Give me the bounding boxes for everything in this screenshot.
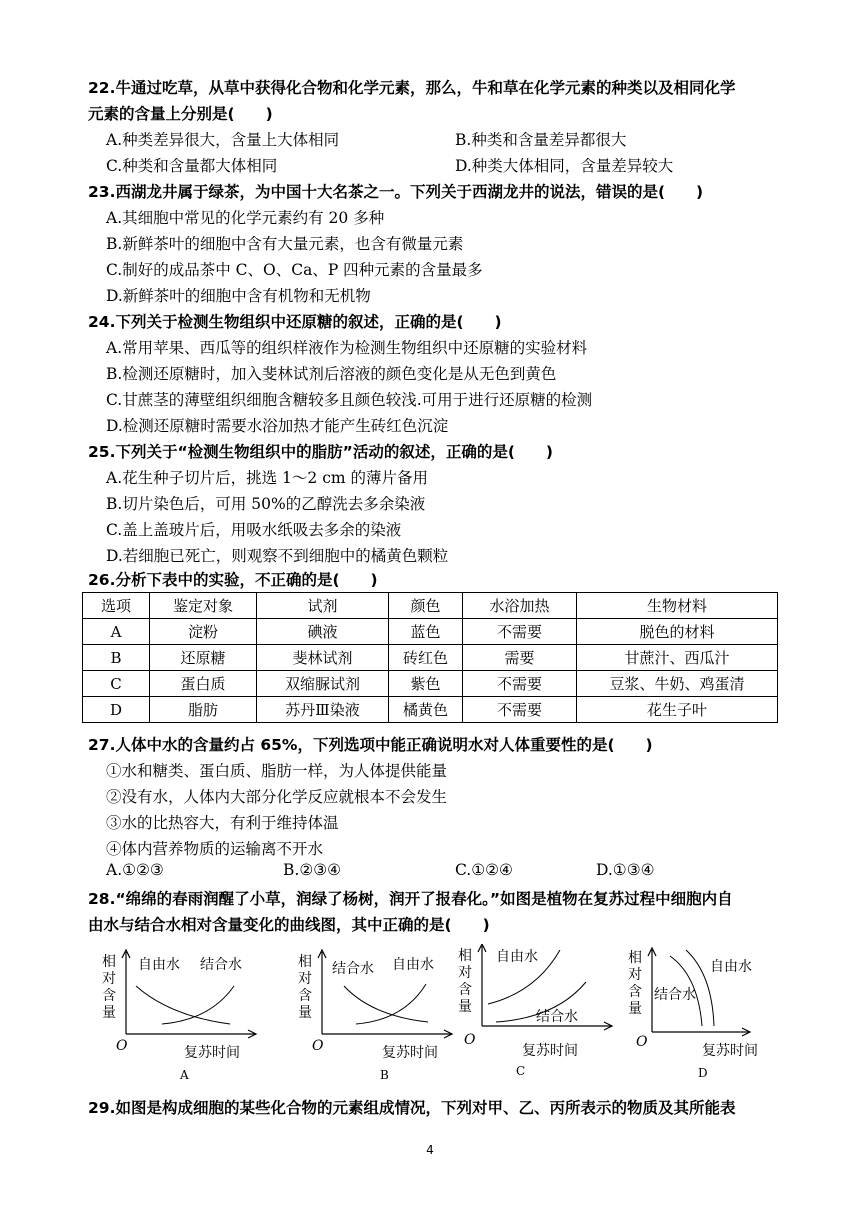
table-cell: 不需要 (463, 671, 577, 697)
graph-c-bound-water-label: 结合水 (536, 1009, 578, 1025)
graph-d-ylabel: 相对含量 (628, 950, 642, 1017)
graph-c-free-water-label: 自由水 (496, 949, 538, 965)
table-header: 鉴定对象 (150, 593, 257, 619)
table-cell: A (83, 619, 150, 645)
q22-stem-line1: 22.牛通过吃草，从草中获得化合物和化学元素，那么，牛和草在化学元素的种类以及相同化学 (88, 79, 736, 97)
table-header-row (83, 593, 778, 619)
q24-option-d: D.检测还原糖时需要水浴加热才能产生砖红色沉淀 (106, 417, 449, 435)
graph-a-bound-water-label: 结合水 (200, 957, 242, 973)
table-cell: 斐林试剂 (257, 645, 389, 671)
q22-stem-line2: 元素的含量上分别是( ) (88, 105, 273, 123)
graph-a-caption: A (180, 1068, 189, 1082)
graph-d-xlabel: 复苏时间 (702, 1043, 758, 1059)
graph-c-ylabel: 相对含量 (458, 948, 472, 1015)
table-row (83, 619, 778, 645)
q25-option-a: A.花生种子切片后，挑选 1～2 cm 的薄片备用 (106, 469, 429, 487)
table-cell: 苏丹Ⅲ染液 (257, 697, 389, 723)
q22-option-d: D.种类大体相同，含量差异较大 (455, 157, 674, 175)
q27-statement-4: ④体内营养物质的运输离不开水 (106, 840, 324, 858)
q27-statement-2: ②没有水，人体内大部分化学反应就根本不会发生 (106, 788, 448, 806)
table-row (83, 697, 778, 723)
table-cell: 不需要 (463, 697, 577, 723)
graph-d-free-water-label: 自由水 (710, 959, 752, 975)
page-number: 4 (426, 1143, 434, 1157)
q27-statement-3: ③水的比热容大，有利于维持体温 (106, 814, 339, 832)
table-cell: C (83, 671, 150, 697)
graph-a-origin: O (116, 1038, 128, 1054)
q27-option-b: B.②③④ (283, 861, 342, 879)
table-cell: 蛋白质 (150, 671, 257, 697)
graph-d-bound-water-label: 结合水 (654, 987, 696, 1003)
table-header: 选项 (83, 593, 150, 619)
table-cell: B (83, 645, 150, 671)
table-header: 水浴加热 (463, 593, 577, 619)
q25-stem: 25.下列关于“检测生物组织中的脂肪”活动的叙述，正确的是( ) (88, 443, 554, 461)
graph-d (626, 944, 786, 1084)
graph-c-xlabel: 复苏时间 (522, 1043, 578, 1059)
graph-b-bound-water-label: 结合水 (332, 961, 374, 977)
q28-stem-line1: 28.“绵绵的春雨润醒了小草，润绿了杨树，润开了报春化。”如图是植物在复苏过程中细胞内自 (88, 890, 733, 908)
graph-d-caption: D (698, 1066, 708, 1080)
graph-b (296, 944, 456, 1084)
q26-stem: 26.分析下表中的实验，不正确的是( ) (88, 571, 378, 589)
q22-option-b: B.种类和含量差异都很大 (455, 131, 627, 149)
table-row (83, 671, 778, 697)
graph-a-xlabel: 复苏时间 (184, 1045, 240, 1061)
table-cell: 豆浆、牛奶、鸡蛋清 (577, 671, 778, 697)
q23-option-a: A.其细胞中常见的化学元素约有 20 多种 (106, 209, 385, 227)
graph-a (100, 944, 260, 1084)
table-cell: 蓝色 (389, 619, 463, 645)
graph-c-origin: O (464, 1032, 476, 1048)
q23-option-d: D.新鲜茶叶的细胞中含有机物和无机物 (106, 287, 371, 305)
table-header: 颜色 (389, 593, 463, 619)
graph-b-xlabel: 复苏时间 (382, 1045, 438, 1061)
table-cell: 橘黄色 (389, 697, 463, 723)
table-header: 试剂 (257, 593, 389, 619)
q24-option-a: A.常用苹果、西瓜等的组织样液作为检测生物组织中还原糖的实验材料 (106, 339, 588, 357)
q27-option-a: A.①②③ (106, 861, 164, 879)
q22-option-a: A.种类差异很大，含量上大体相同 (106, 131, 340, 149)
q28-stem-line2: 由水与结合水相对含量变化的曲线图，其中正确的是( ) (88, 916, 490, 934)
q29-stem: 29.如图是构成细胞的某些化合物的元素组成情况，下列对甲、乙、丙所表示的物质及其所能表 (88, 1099, 736, 1117)
table-cell: 双缩脲试剂 (257, 671, 389, 697)
q25-option-d: D.若细胞已死亡，则观察不到细胞中的橘黄色颗粒 (106, 547, 449, 565)
graph-a-free-water-label: 自由水 (138, 957, 180, 973)
q27-option-c: C.①②④ (455, 861, 513, 879)
graph-b-caption: B (380, 1068, 389, 1082)
table-header: 生物材料 (577, 593, 778, 619)
table-cell: 需要 (463, 645, 577, 671)
q27-option-d: D.①③④ (596, 861, 655, 879)
graph-c (456, 944, 616, 1084)
experiment-table (82, 592, 778, 723)
table-cell: D (83, 697, 150, 723)
table-cell: 淀粉 (150, 619, 257, 645)
table-cell: 还原糖 (150, 645, 257, 671)
table-cell: 脱色的材料 (577, 619, 778, 645)
q24-option-c: C.甘蔗茎的薄壁组织细胞含糖较多且颜色较浅.可用于进行还原糖的检测 (106, 391, 593, 409)
table-cell: 砖红色 (389, 645, 463, 671)
table-row (83, 645, 778, 671)
graph-a-ylabel: 相对含量 (102, 954, 116, 1021)
q25-option-b: B.切片染色后，可用 50%的乙醇洗去多余染液 (106, 495, 426, 513)
graph-b-free-water-label: 自由水 (392, 957, 434, 973)
graph-b-ylabel: 相对含量 (298, 954, 312, 1021)
graph-c-caption: C (516, 1064, 526, 1078)
q25-option-c: C.盖上盖玻片后，用吸水纸吸去多余的染液 (106, 521, 402, 539)
q23-option-b: B.新鲜茶叶的细胞中含有大量元素，也含有微量元素 (106, 235, 464, 253)
table-cell: 紫色 (389, 671, 463, 697)
q23-stem: 23.西湖龙井属于绿茶，为中国十大名茶之一。下列关于西湖龙井的说法，错误的是( ) (88, 183, 704, 201)
table-cell: 甘蔗汁、西瓜汁 (577, 645, 778, 671)
q27-stem: 27.人体中水的含量约占 65%，下列选项中能正确说明水对人体重要性的是( ) (88, 736, 653, 754)
q24-stem: 24.下列关于检测生物组织中还原糖的叙述，正确的是( ) (88, 313, 502, 331)
table-cell: 碘液 (257, 619, 389, 645)
table-cell: 花生子叶 (577, 697, 778, 723)
graph-d-origin: O (636, 1034, 648, 1050)
q23-option-c: C.制好的成品茶中 C、O、Ca、P 四种元素的含量最多 (106, 261, 483, 279)
table-cell: 脂肪 (150, 697, 257, 723)
graph-b-origin: O (312, 1038, 324, 1054)
q27-statement-1: ①水和糖类、蛋白质、脂肪一样，为人体提供能量 (106, 762, 448, 780)
table-cell: 不需要 (463, 619, 577, 645)
q24-option-b: B.检测还原糖时，加入斐林试剂后溶液的颜色变化是从无色到黄色 (106, 365, 557, 383)
q22-option-c: C.种类和含量都大体相同 (106, 157, 278, 175)
